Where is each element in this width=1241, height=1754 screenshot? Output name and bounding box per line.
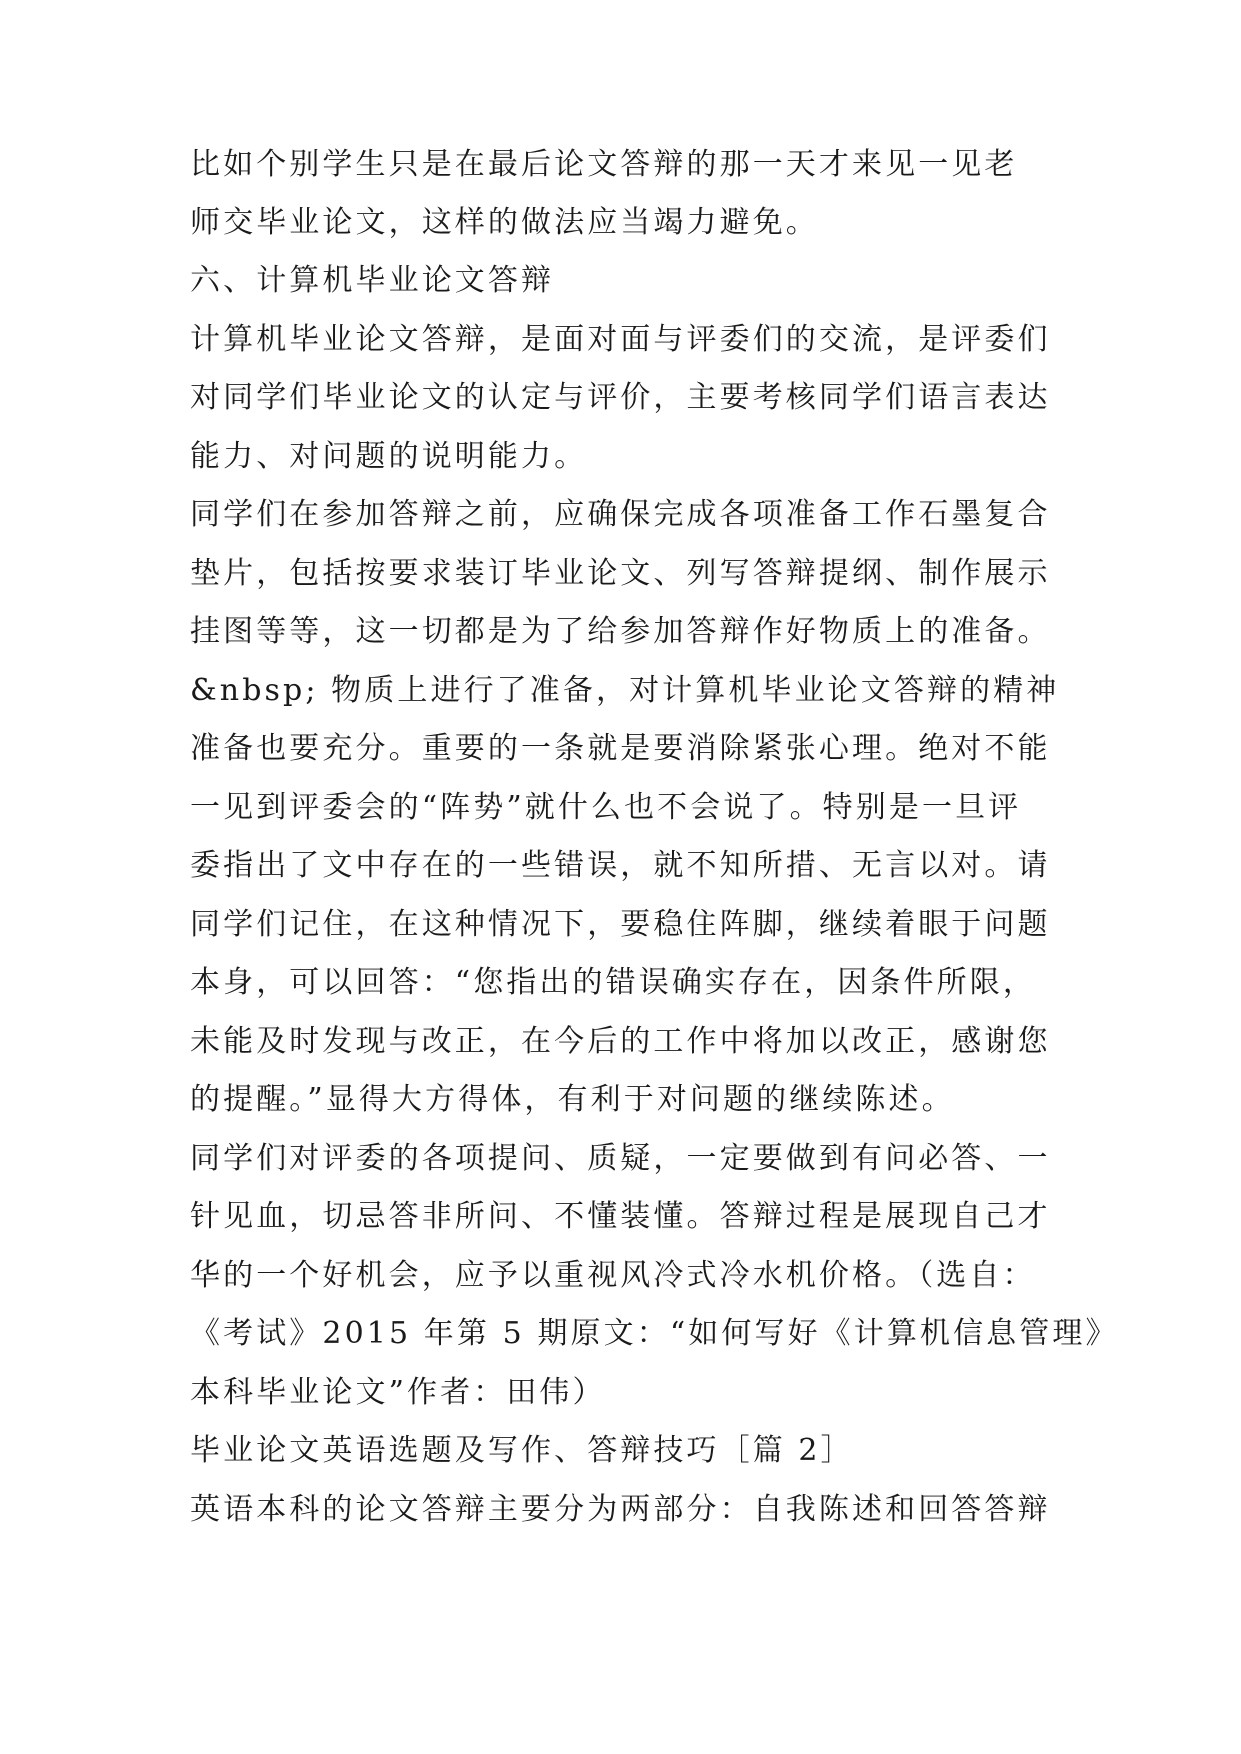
text-line: 师交毕业论文，这样的做法应当竭力避免。	[190, 205, 819, 240]
text-line: 同学们在参加答辩之前，应确保完成各项准备工作石墨复合	[190, 497, 1051, 532]
text-line: 一见到评委会的“阵势”就什么也不会说了。特别是一旦评	[190, 790, 1022, 825]
text-line: 委指出了文中存在的一些错误，就不知所措、无言以对。请	[190, 848, 1051, 883]
text-line: &nbsp; 物质上进行了准备，对计算机毕业论文答辩的精神	[190, 673, 1060, 708]
text-line: 本身，可以回答：“您指出的错误确实存在，因条件所限，	[190, 965, 1036, 1000]
text-line: 华的一个好机会，应予以重视风冷式冷水机价格。（选自：	[190, 1258, 1036, 1293]
text-line: 比如个别学生只是在最后论文答辩的那一天才来见一见老	[190, 147, 1018, 182]
section-heading: 六、计算机毕业论文答辩	[190, 263, 555, 298]
section-heading: 毕业论文英语选题及写作、答辩技巧［篇 2］	[190, 1433, 854, 1468]
text-line: 同学们对评委的各项提问、质疑，一定要做到有问必答、一	[190, 1141, 1051, 1176]
text-line: 英语本科的论文答辩主要分为两部分：自我陈述和回答答辩	[190, 1492, 1051, 1527]
text-line: 挂图等等，这一切都是为了给参加答辩作好物质上的准备。	[190, 614, 1051, 649]
text-line: 未能及时发现与改正，在今后的工作中将加以改正，感谢您	[190, 1024, 1051, 1059]
text-line: 针见血，切忌答非所问、不懂装懂。答辩过程是展现自己才	[190, 1199, 1051, 1234]
text-line: 同学们记住，在这种情况下，要稳住阵脚，继续着眼于问题	[190, 907, 1051, 942]
text-line: 计算机毕业论文答辩，是面对面与评委们的交流，是评委们	[190, 322, 1051, 357]
text-line: 垫片，包括按要求装订毕业论文、列写答辩提纲、制作展示	[190, 556, 1051, 591]
text-line: 本科毕业论文”作者：田伟）	[190, 1375, 606, 1410]
text-line: 准备也要充分。重要的一条就是要消除紧张心理。绝对不能	[190, 731, 1051, 766]
text-line: 的提醒。”显得大方得体，有利于对问题的继续陈述。	[190, 1082, 955, 1117]
text-line: 《考试》2015 年第 5 期原文：“如何写好《计算机信息管理》	[190, 1316, 1119, 1351]
text-line: 对同学们毕业论文的认定与评价，主要考核同学们语言表达	[190, 380, 1051, 415]
text-line: 能力、对问题的说明能力。	[190, 439, 588, 474]
